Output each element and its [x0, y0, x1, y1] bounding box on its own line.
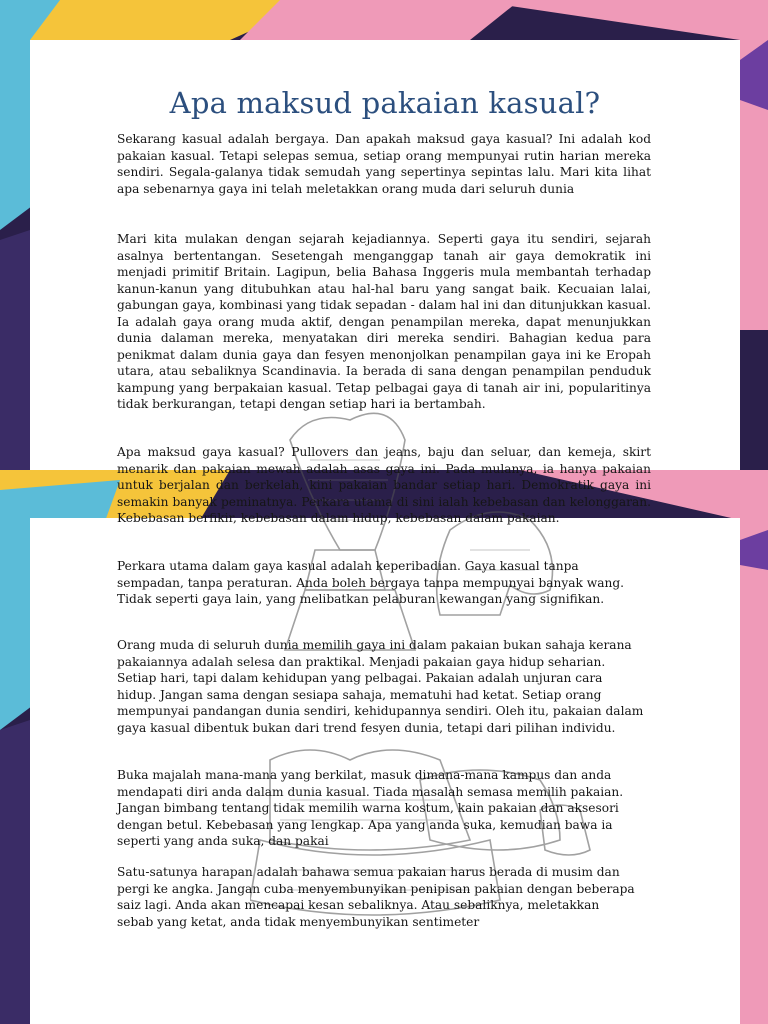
paragraph-1: Sekarang kasual adalah bergaya. Dan apakah maksud gaya kasual? Ini adalah kod pakaian kasual. Tetapi selepas semua, setiap orang mempunyai rutin harian mereka sendiri. Segala-galanya tidak semudah yang sepertinya sepintas lalu. Mari kita lihat apa sebenarnya gaya ini telah meletakkan orang muda dari seluruh dunia	[117, 132, 651, 196]
paragraph-3: Apa maksud gaya kasual? Pullovers dan jeans, baju dan seluar, dan kemeja, skirt menarik dan pakaian mewah adalah asas gaya ini. Pada mulanya, ia hanya pakaian untuk berjalan dan berkelah, kini pakaian bandar setiap hari. Demokratik gaya ini semakin banyak peminatnya. Perkara utama di sini ialah kebebasan dan kelonggaran. Kebebasan berfikir, kebebasan dalam hidup, kebebasan dalam pakaian.	[117, 445, 651, 525]
paragraph-7: Satu-satunya harapan adalah bahawa semua pakaian harus berada di musim dan pergi ke angka. Jangan cuba menyembunyikan penipisan pakaian dengan beberapa saiz lagi. Anda akan mencapai kesan sebaliknya. Atau sebaliknya, meletakkan sebab yang ketat, anda tidak menyembunyikan sentimeter	[117, 865, 635, 929]
paragraph-2: Mari kita mulakan dengan sejarah kejadiannya. Seperti gaya itu sendiri, sejarah asalnya bertentangan. Sesetengah menganggap tanah air gaya demokratik ini menjadi primitif Britain. Lagipun, belia Bahasa Inggeris mula membantah terhadap kanun-kanun yang ditubuhkan atau hal-hal baru yang sangat baik. Kecuaian lalai, gabungan gaya, kombinasi yang tidak sepadan - dalam hal ini dan ditunjukkan kasual. Ia adalah gaya orang muda aktif, dengan penampilan mereka, dapat menunjukkan dunia dalaman mereka, menyatakan diri mereka sendiri. Bahagian kedua para penikmat dalam dunia gaya dan fesyen menonjolkan penampilan gaya ini ke Eropah utara, atau sebaliknya Scandinavia. Ia berada di sana dengan penampilan penduduk kampung yang berpakaian kasual. Tetap pelbagai gaya di tanah air ini, popularitinya tidak berkurangan, tetapi dengan setiap hari ia bertambah.	[117, 232, 651, 411]
paragraph-6: Buka majalah mana-mana yang berkilat, masuk dimana-mana kampus dan anda mendapati diri anda dalam dunia kasual. Tiada masalah semasa memilih pakaian. Jangan bimbang tentang tidak memilih warna kostum, kain pakaian dan aksesori dengan betul. Kebebasan yang lengkap. Apa yang anda suka, kemudian bawa ia seperti yang anda suka, dan pakai	[117, 768, 624, 848]
paragraph-4: Perkara utama dalam gaya kasual adalah keperibadian. Gaya kasual tanpa sempadan, tanpa peraturan. Anda boleh bergaya tanpa mempunyai banyak wang. Tidak seperti gaya lain, yang melibatkan pelaburan kewangan yang signifikan.	[117, 559, 625, 606]
page-title: Apa maksud pakaian kasual?	[169, 86, 601, 120]
paragraph-5: Orang muda di seluruh dunia memilih gaya ini dalam pakaian bukan sahaja kerana pakaiannya adalah selesa dan praktikal. Menjadi pakaian gaya hidup seharian. Setiap hari, tapi dalam kehidupan yang pelbagai. Pakaian adalah unjuran cara hidup. Jangan sama dengan sesiapa sahaja, mematuhi had ketat. Setiap orang mempunyai pandangan dunia sendiri, kehidupannya sendiri. Oleh itu, pakaian dalam gaya kasual dibentuk bukan dari trend fesyen dunia, tetapi dari pilihan individu.	[117, 638, 644, 735]
